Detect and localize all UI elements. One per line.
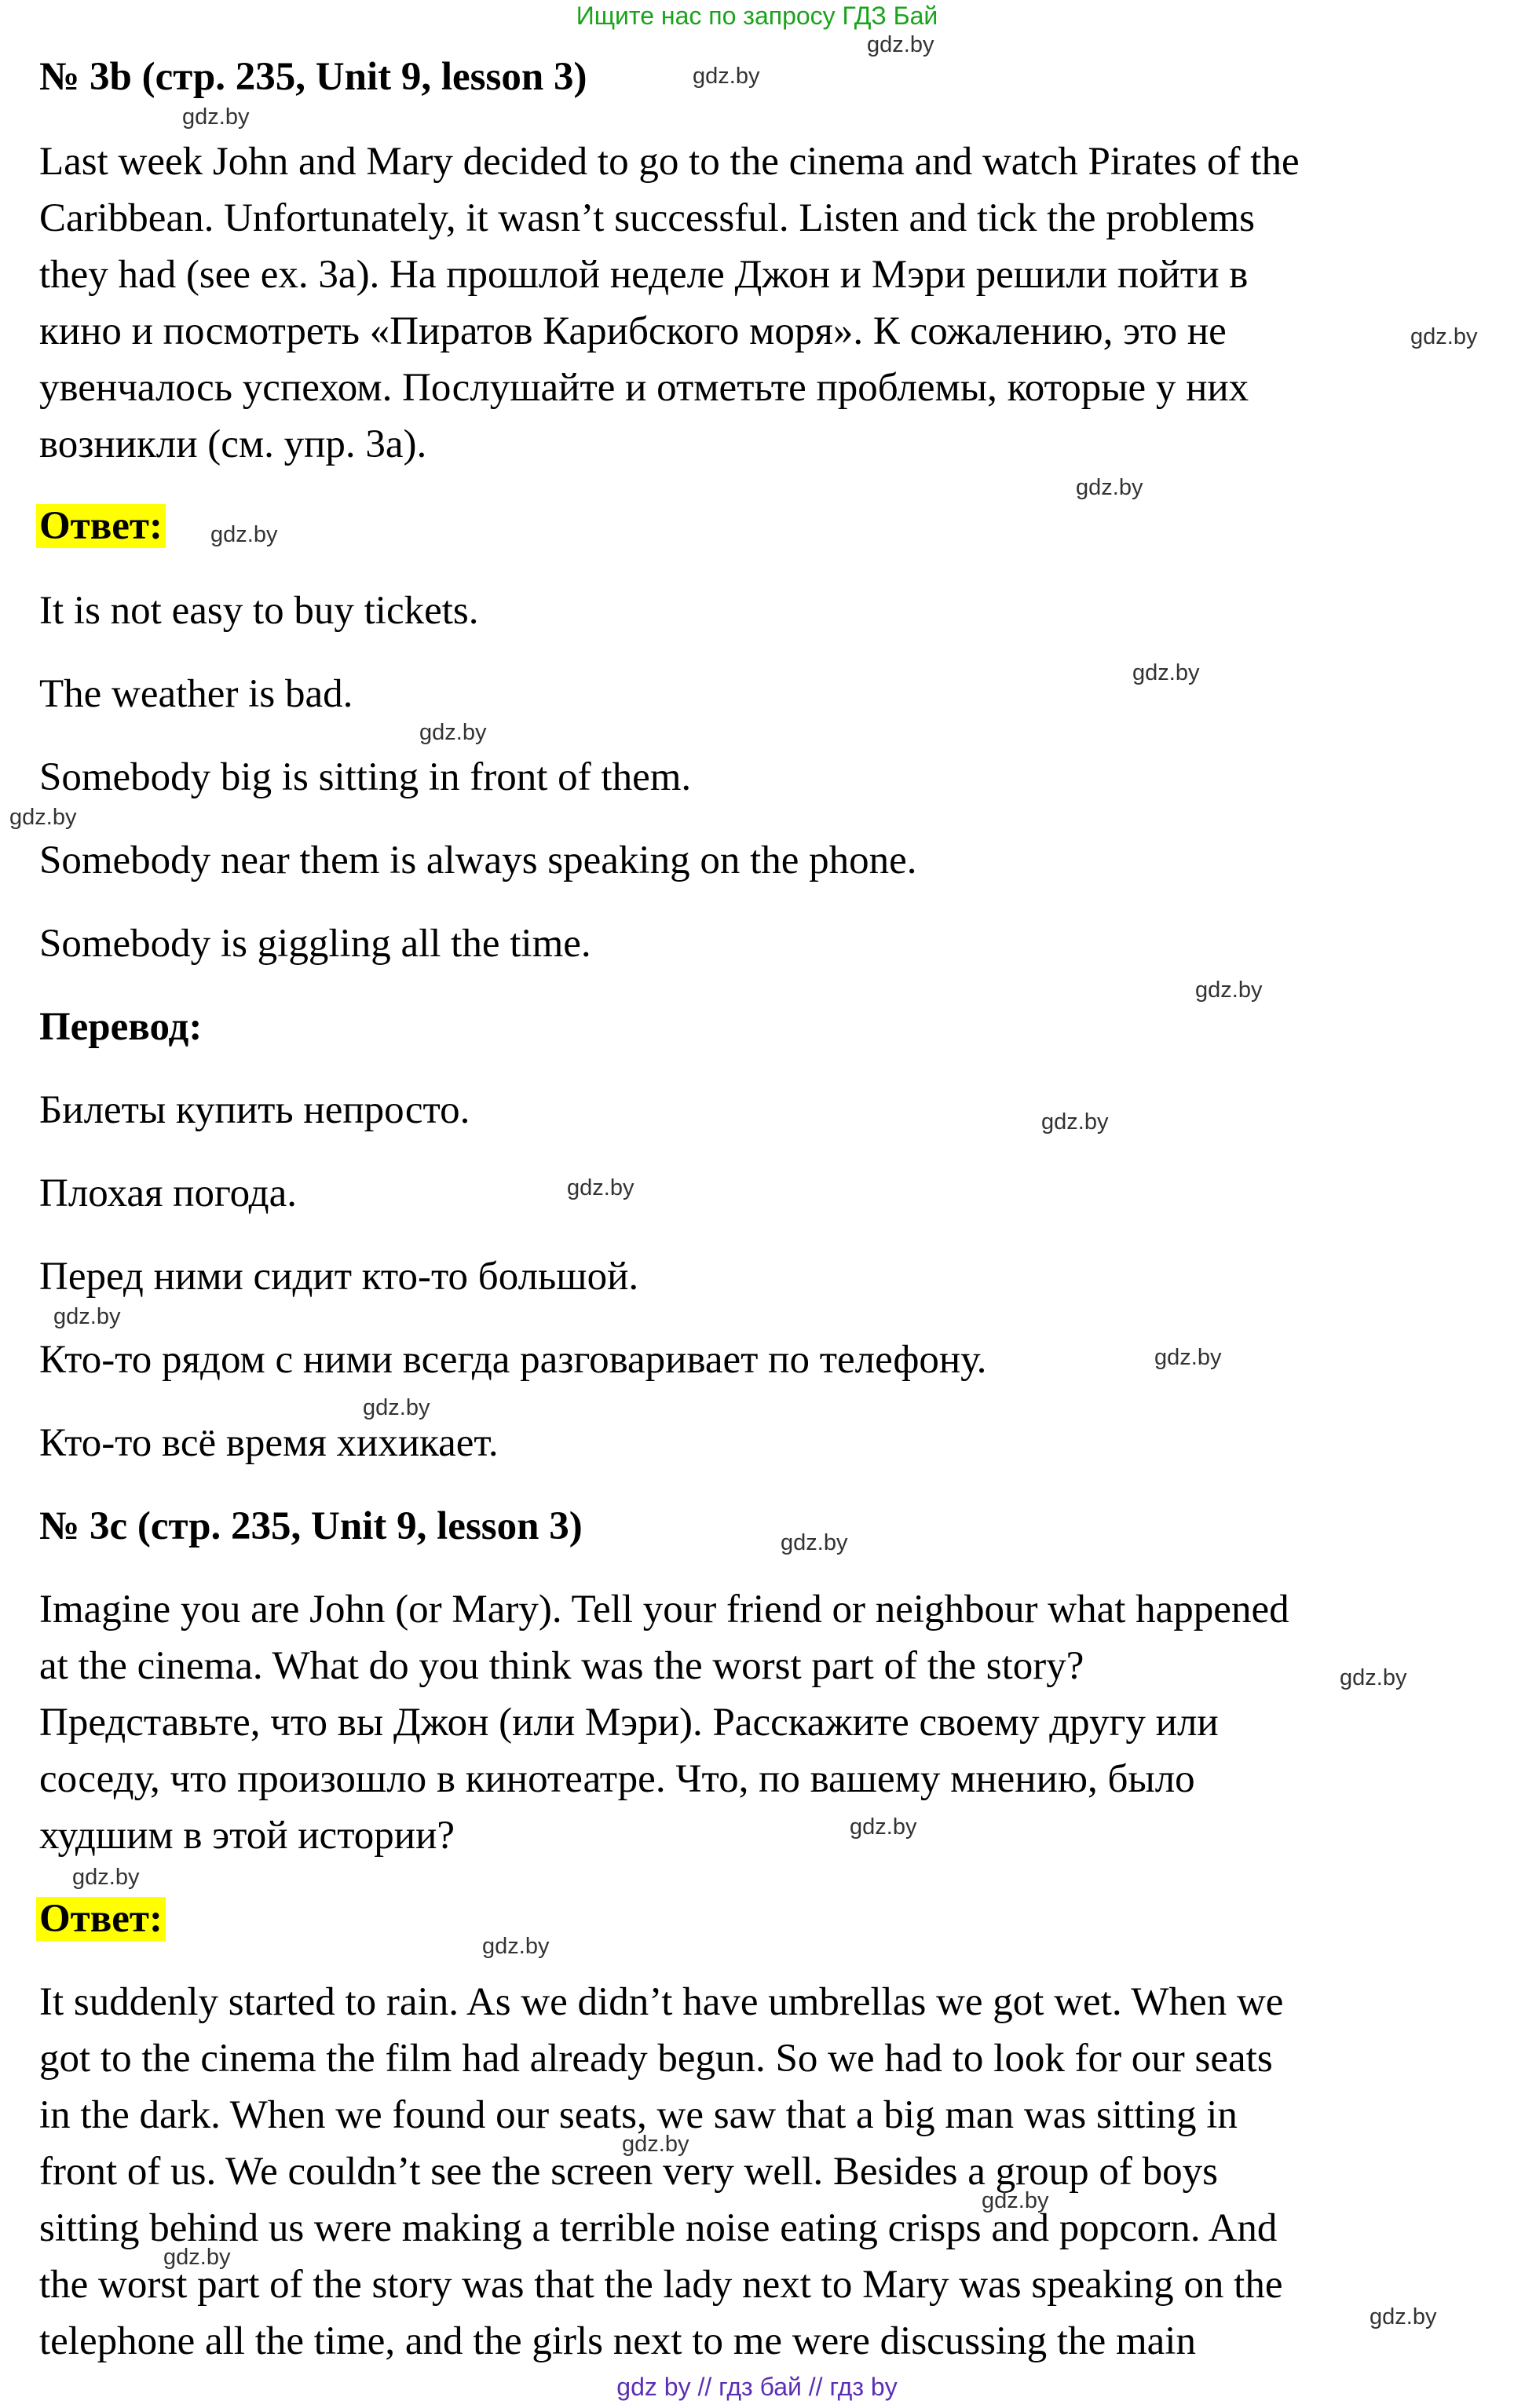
answer-paragraph-line: in the dark. When we found our seats, we saw that a big man was sitting in bbox=[39, 2093, 1238, 2137]
bottom-banner: gdz by // гдз бай // гдз by bbox=[616, 2373, 898, 2401]
section-3c-heading: № 3c (стр. 235, Unit 9, lesson 3) bbox=[39, 1504, 583, 1548]
translation-item: Плохая погода. bbox=[39, 1171, 297, 1215]
watermark: gdz.by bbox=[1410, 324, 1478, 349]
translation-item: Билеты купить непросто. bbox=[39, 1088, 470, 1132]
watermark: gdz.by bbox=[182, 104, 250, 130]
top-banner: Ищите нас по запросу ГДЗ Бай bbox=[576, 2, 938, 30]
answer-item: Somebody near them is always speaking on the phone. bbox=[39, 839, 917, 882]
watermark: gdz.by bbox=[693, 64, 760, 89]
watermark: gdz.by bbox=[622, 2132, 689, 2157]
watermark: gdz.by bbox=[210, 522, 278, 547]
answer-paragraph-line: the worst part of the story was that the lady next to Mary was speaking on the bbox=[39, 2263, 1283, 2307]
task-line: возникли (см. упр. 3а). bbox=[39, 422, 427, 466]
answer-paragraph-line: got to the cinema the film had already begun. So we had to look for our seats bbox=[39, 2037, 1273, 2081]
answer-item: Somebody big is sitting in front of them. bbox=[39, 755, 692, 799]
watermark: gdz.by bbox=[1132, 660, 1200, 685]
task-line: соседу, что произошло в кинотеатре. Что, по вашему мнению, было bbox=[39, 1757, 1195, 1801]
watermark: gdz.by bbox=[781, 1530, 848, 1555]
watermark: gdz.by bbox=[482, 1934, 550, 1959]
task-line: худшим в этой истории? bbox=[39, 1814, 455, 1858]
watermark: gdz.by bbox=[419, 720, 487, 745]
answer-label-3c: Ответ: bbox=[36, 1895, 166, 1942]
task-line: Представьте, что вы Джон (или Мэри). Расскажите своему другу или bbox=[39, 1701, 1219, 1745]
answer-label-3b: Ответ: bbox=[36, 502, 166, 550]
answer-paragraph-line: It suddenly started to rain. As we didn’t have umbrellas we got wet. When we bbox=[39, 1980, 1284, 2024]
watermark: gdz.by bbox=[363, 1395, 430, 1420]
watermark: gdz.by bbox=[72, 1865, 140, 1890]
answer-paragraph-line: sitting behind us were making a terrible noise eating crisps and popcorn. And bbox=[39, 2206, 1278, 2250]
watermark: gdz.by bbox=[53, 1304, 121, 1329]
answer-item: It is not easy to buy tickets. bbox=[39, 589, 479, 633]
watermark: gdz.by bbox=[9, 805, 77, 830]
watermark: gdz.by bbox=[163, 2245, 231, 2270]
translation-label: Перевод: bbox=[39, 1005, 203, 1049]
watermark: gdz.by bbox=[1076, 475, 1143, 500]
task-line: Caribbean. Unfortunately, it wasn’t successful. Listen and tick the problems bbox=[39, 196, 1256, 240]
translation-item: Кто-то всё время хихикает. bbox=[39, 1421, 499, 1465]
answer-paragraph-line: telephone all the time, and the girls next to me were discussing the main bbox=[39, 2319, 1196, 2363]
watermark: gdz.by bbox=[1370, 2304, 1437, 2329]
watermark: gdz.by bbox=[1154, 1345, 1222, 1370]
task-line: they had (see ex. 3a). На прошлой неделе Джон и Мэри решили пойти в bbox=[39, 253, 1249, 297]
section-3b-heading: № 3b (стр. 235, Unit 9, lesson 3) bbox=[39, 55, 587, 99]
watermark: gdz.by bbox=[867, 32, 934, 57]
watermark: gdz.by bbox=[1041, 1109, 1109, 1135]
answer-paragraph-line: front of us. We couldn’t see the screen very well. Besides a group of boys bbox=[39, 2150, 1218, 2194]
watermark: gdz.by bbox=[850, 1814, 917, 1840]
watermark: gdz.by bbox=[1195, 977, 1263, 1003]
watermark: gdz.by bbox=[1340, 1665, 1407, 1690]
answer-item: The weather is bad. bbox=[39, 672, 353, 716]
task-line: кино и посмотреть «Пиратов Карибского моря». К сожалению, это не bbox=[39, 309, 1227, 353]
task-line: Last week John and Mary decided to go to the cinema and watch Pirates of the bbox=[39, 140, 1300, 184]
answer-item: Somebody is giggling all the time. bbox=[39, 922, 591, 966]
translation-item: Кто-то рядом с ними всегда разговаривает по телефону. bbox=[39, 1338, 987, 1382]
task-line: at the cinema. What do you think was the worst part of the story? bbox=[39, 1644, 1084, 1688]
watermark: gdz.by bbox=[982, 2188, 1049, 2213]
task-line: увенчалось успехом. Послушайте и отметьте проблемы, которые у них bbox=[39, 366, 1249, 410]
translation-item: Перед ними сидит кто-то большой. bbox=[39, 1255, 639, 1299]
task-line: Imagine you are John (or Mary). Tell your friend or neighbour what happened bbox=[39, 1588, 1289, 1632]
watermark: gdz.by bbox=[567, 1175, 634, 1200]
